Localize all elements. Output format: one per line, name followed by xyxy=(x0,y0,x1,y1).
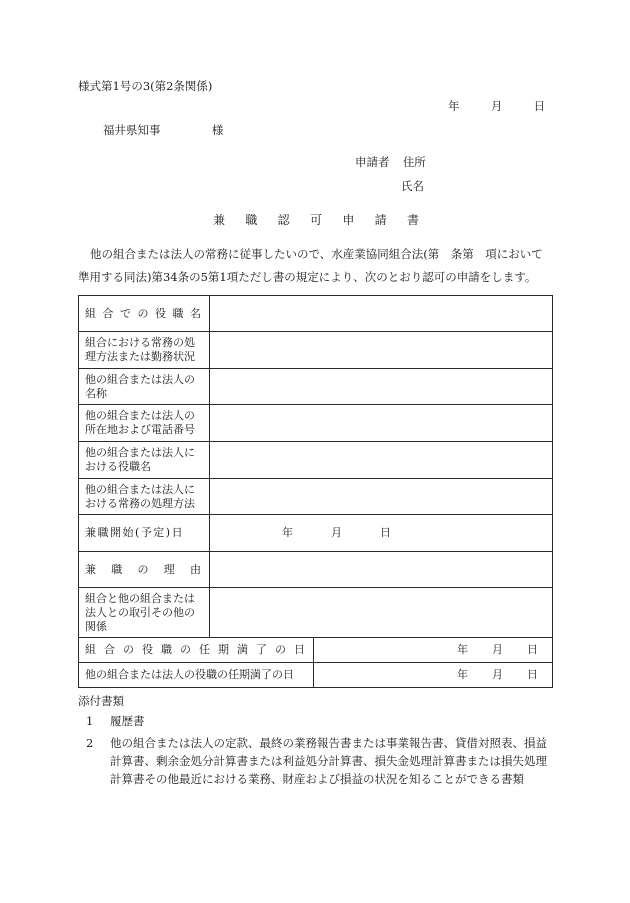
row-label: 他の組合または法人の 所在地および電話番号 xyxy=(79,405,210,442)
row-value[interactable]: 年 月 日 xyxy=(314,663,553,688)
row-label: 他の組合または法人の 名称 xyxy=(79,369,210,405)
intro-line-1: 他の組合または法人の常務に従事したいので、水産業協同組合法(第 条第 項において xyxy=(90,247,543,261)
row-value[interactable] xyxy=(210,588,553,638)
row-value[interactable] xyxy=(210,332,553,369)
row-label: 組合と他の組合または 法人との取引その他の 関係 xyxy=(79,588,210,638)
attachments-list xyxy=(78,712,552,788)
row-value[interactable] xyxy=(210,442,553,479)
title-char: 請 xyxy=(374,213,387,227)
address-label: 住所 xyxy=(402,155,426,169)
table-row xyxy=(79,515,553,552)
table-row xyxy=(79,405,553,442)
date-year: 年 xyxy=(448,99,460,113)
row-label: 他の組合または法人の役職の任期満了の日 xyxy=(79,663,314,688)
table-row xyxy=(79,638,553,663)
intro-line-2: 準用する同法)第34条の5第1項ただし書の規定により、次のとおり認可の申請をします。 xyxy=(78,270,537,284)
list-item: 2 他の組合または法人の定款、最終の業務報告書または事業報告書、貸借対照表、損益計算書、剰余金処分計算書または利益処分計算書、損失金処理計算書または損失処理計算書その他最近における業務、財産および損益の状況を知ることができる書類 xyxy=(86,736,547,786)
title-char: 申 xyxy=(342,213,355,227)
date-header xyxy=(448,99,545,114)
honorific: 様 xyxy=(211,123,224,137)
form-number: 様式第1号の3(第2条関係) xyxy=(78,79,213,93)
row-value[interactable] xyxy=(210,296,553,332)
list-item: 1 履歴書 xyxy=(86,714,145,728)
table-row xyxy=(79,332,553,369)
row-value[interactable]: 年 月 日 xyxy=(210,515,553,552)
application-table xyxy=(78,295,553,688)
row-label: 組合における常務の処 理方法または勤務状況 xyxy=(79,332,210,369)
table-row xyxy=(79,588,553,638)
row-label: 兼職開始(予定)日 xyxy=(79,515,210,552)
table-row xyxy=(79,369,553,405)
table-row xyxy=(79,552,553,588)
row-value[interactable] xyxy=(210,405,553,442)
table-row xyxy=(79,296,553,332)
title-char: 認 xyxy=(277,213,290,227)
addressee xyxy=(103,123,223,138)
document-title xyxy=(213,212,419,228)
row-label: 他の組合または法人に おける役職名 xyxy=(79,442,210,479)
row-label: 組 合 で の 役 職 名 xyxy=(79,296,210,332)
title-char: 職 xyxy=(245,213,258,227)
attachments-heading: 添付書類 xyxy=(78,694,124,708)
row-value[interactable] xyxy=(210,552,553,588)
row-value[interactable] xyxy=(210,369,553,405)
title-char: 書 xyxy=(406,213,419,227)
title-char: 可 xyxy=(309,213,322,227)
date-month: 月 xyxy=(490,99,503,113)
row-value[interactable] xyxy=(210,479,553,515)
row-label: 兼 職 の 理 由 xyxy=(79,552,210,588)
addressee-name: 福井県知事 xyxy=(103,123,161,137)
applicant-label: 申請者 xyxy=(355,155,390,169)
row-value[interactable]: 年 月 日 xyxy=(314,638,553,663)
row-label: 組 合 の 役 職 の 任 期 満 了 の 日 xyxy=(79,638,314,663)
table-row xyxy=(79,663,553,688)
title-char: 兼 xyxy=(213,213,226,227)
applicant-block xyxy=(355,155,426,170)
row-label: 他の組合または法人に おける常務の処理方法 xyxy=(79,479,210,515)
name-label: 氏名 xyxy=(401,179,424,193)
date-day: 日 xyxy=(533,99,546,113)
table-row xyxy=(79,442,553,479)
table-row xyxy=(79,479,553,515)
